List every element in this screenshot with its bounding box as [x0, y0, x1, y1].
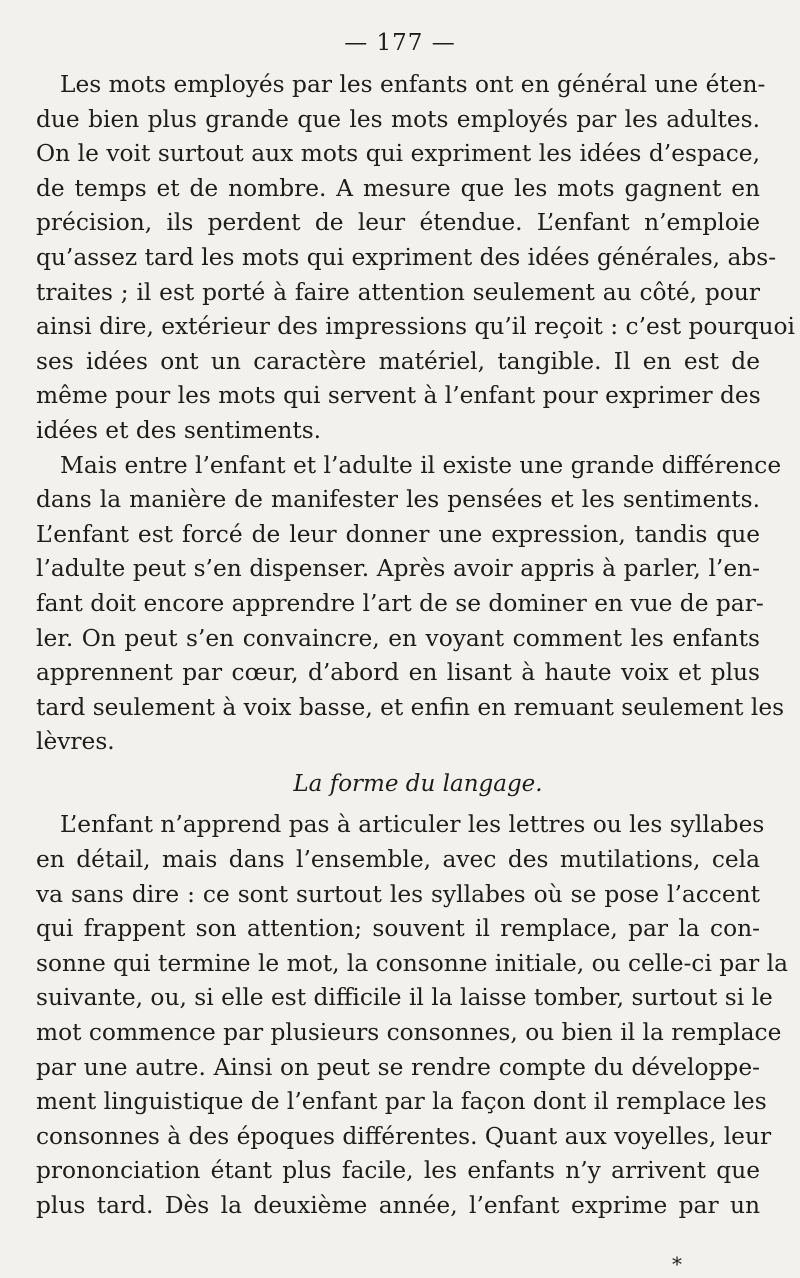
text-line: suivante, ou, si elle est difficile il la laisse tomber, surtout si le — [36, 984, 773, 1012]
text-line: On le voit surtout aux mots qui expriment les idées d’espace, — [36, 140, 760, 168]
body-text — [36, 68, 795, 1224]
section-title: La forme du langage. — [293, 770, 543, 797]
text-line: même pour les mots qui servent à l’enfant pour exprimer des — [36, 382, 761, 410]
paragraph-3 — [36, 808, 788, 1223]
text-line: de temps et de nombre. A mesure que les mots gagnent en — [36, 174, 760, 202]
text-line: ler. On peut s’en convaincre, en voyant comment les enfants — [36, 624, 760, 652]
text-line: Les mots employés par les enfants ont en général une éten- — [60, 71, 766, 98]
paragraph-2 — [36, 449, 785, 760]
text-line: sonne qui termine le mot, la consonne initiale, ou celle-ci par la — [36, 949, 788, 977]
text-line: idées et des sentiments. — [36, 416, 322, 444]
text-line: plus tard. Dès la deuxième année, l’enfant exprime par un — [36, 1192, 760, 1219]
text-line: va sans dire : ce sont surtout les syllabes où se pose l’accent — [36, 880, 760, 908]
page-number: — 177 — — [344, 30, 456, 56]
text-line: lèvres. — [36, 728, 115, 756]
text-line: ses idées ont un caractère matériel, tangible. Il en est de — [36, 347, 760, 375]
text-line: apprennent par cœur, d’abord en lisant à haute voix et plus — [36, 659, 760, 687]
paragraph-1 — [36, 68, 795, 449]
text-line: tard seulement à voix basse, et enfin en remuant seulement les — [36, 693, 785, 721]
text-line: qui frappent son attention; souvent il remplace, par la con- — [36, 915, 760, 943]
text-line: par une autre. Ainsi on peut se rendre compte du développe- — [36, 1053, 760, 1081]
text-line: due bien plus grande que les mots employés par les adultes. — [36, 105, 760, 133]
text-line: qu’assez tard les mots qui expriment des idées générales, abs- — [36, 243, 777, 271]
text-line: dans la manière de manifester les pensées et les sentiments. — [36, 486, 760, 514]
text-line: ainsi dire, extérieur des impressions qu’il reçoit : c’est pourquoi — [36, 313, 795, 341]
text-line: fant doit encore apprendre l’art de se dominer en vue de par- — [36, 589, 764, 617]
signature-mark: * — [672, 1252, 682, 1276]
text-line: consonnes à des époques différentes. Quant aux voyelles, leur — [36, 1122, 772, 1150]
text-line: précision, ils perdent de leur étendue. L’enfant n’emploie — [36, 209, 760, 237]
text-line: Mais entre l’enfant et l’adulte il existe une grande différence — [60, 451, 782, 479]
text-line: ment linguistique de l’enfant par la façon dont il remplace les — [36, 1088, 767, 1116]
text-line: mot commence par plusieurs consonnes, ou bien il la remplace — [36, 1019, 782, 1047]
text-line: L’enfant n’apprend pas à articuler les lettres ou les syllabes — [60, 811, 765, 839]
text-line: en détail, mais dans l’ensemble, avec des mutilations, cela — [36, 846, 760, 874]
text-line: l’adulte peut s’en dispenser. Après avoir appris à parler, l’en- — [36, 555, 760, 583]
text-line: traites ; il est porté à faire attention seulement au côté, pour — [36, 278, 760, 306]
text-line: L’enfant est forcé de leur donner une expression, tandis que — [36, 520, 760, 548]
text-line: prononciation étant plus facile, les enfants n’y arrivent que — [36, 1157, 760, 1185]
